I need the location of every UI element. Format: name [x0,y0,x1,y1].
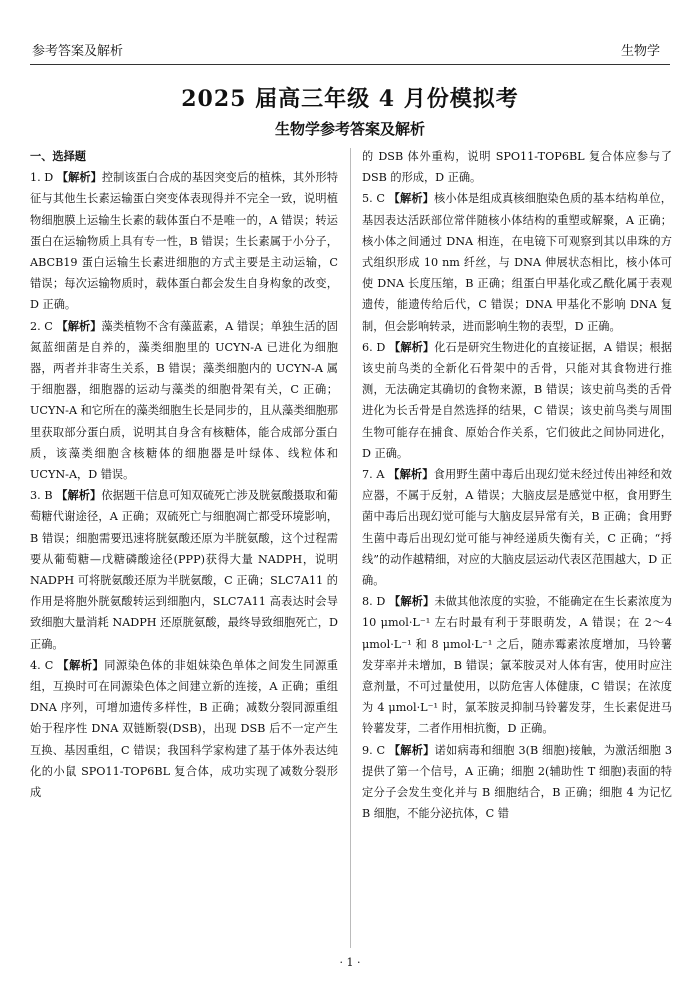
answer-item-1 [30,167,338,315]
header-rule [30,64,670,65]
column-divider [350,148,351,948]
answer-number: 4. C [30,658,54,672]
left-column [30,146,338,803]
answer-text: 核小体是组成真核细胞染色质的基本结构单位，基因表达活跃部位常伴随核小体结构的重塑或解聚，A 正确；核小体之间通过 DNA 相连，在电镜下可观察到其以串珠的方式组织形成 10 nm 纤丝，与 DNA 伸展状态相比，核小体可使 DNA 长度压缩，B 正确；组蛋白甲基化或乙酰化属于表观遗传，能遗传给后代，C 错误；DNA 甲基化不影响 DNA 复制，但会影响转录，进而影响生物的表型，D 正确。 [362,192,672,333]
answer-text: 控制该蛋白合成的基因突变后的植株，其外形特征与其他生长素运输蛋白突变体表现得并不完全一致，说明植物细胞膜上运输生长素的载体蛋白不是唯一的，A 错误；转运蛋白在运输物质上具有专一性，B 错误；生长素属于小分子，ABCB19 蛋白运输生长素进细胞的方式主要是主动运输，C 错误；每次运输物质时，载体蛋白都会发生自身构象的改变，D 正确。 [30,171,338,312]
header-left: 参考答案及解析 [32,44,124,59]
analysis-tag: 【解析】 [56,318,102,333]
analysis-tag: 【解析】 [388,742,435,757]
right-column [362,146,672,825]
analysis-tag: 【解析】 [57,657,105,672]
section-heading: 一、选择题 [30,149,86,163]
page-subtitle: 生物学参考答案及解析 [274,120,425,138]
answer-number: 1. D [30,171,54,185]
answer-item-9 [362,740,672,825]
analysis-tag: 【解析】 [388,191,435,206]
answer-text: 依据题干信息可知双硫死亡涉及胱氨酸摄取和葡萄糖代谢途径，A 正确；双硫死亡与细胞凋亡都受环境影响，B 错误；细胞需要迅速将胱氨酸还原为半胱氨酸，这个过程需要从葡萄糖—戊糖磷酸途径(PPP)获得大量 NADPH，说明 NADPH 可将胱氨酸还原为半胱氨酸，C 正确；SLC7A11 的作用是将胞外胱氨酸转运到细胞内，SLC7A11 高表达时会导致细胞大量消耗 NADPH 还原胱氨酸，最终导致细胞死亡，D 正确。 [30,489,338,651]
answer-number: 9. C [362,743,386,757]
page-title: 2025 届高三年级 4 月份模拟考 [181,86,519,112]
answer-item-6 [362,337,672,464]
analysis-tag: 【解析】 [389,339,435,354]
analysis-tag: 【解析】 [56,170,102,185]
analysis-tag: 【解析】 [389,594,435,609]
answer-text: 的 DSB 体外重构，说明 SPO11-TOP6BL 复合体应参与了 DSB 的形成，D 正确。 [362,150,672,185]
answer-text: 化石是研究生物进化的直接证据，A 错误；根据该史前鸟类的全新化石骨架中的舌骨，只能对其食物进行推测，无法确定其确切的食物来源，B 错误；该史前鸟类的舌骨进化为长舌骨是自然选择的结果，C 错误；该史前鸟类与周围生物可能存在捕食、原始合作关系，它们彼此之间协同进化，D 正确。 [362,340,673,460]
analysis-tag: 【解析】 [388,467,434,482]
page-number: · 1 · [339,956,361,969]
answer-text: 藻类植物不含有藻蓝素，A 错误；单独生活的固氮蓝细菌是自养的，藻类细胞里的 UCYN-A 已进化为细胞器，两者并非寄生关系，B 错误；藻类细胞内的 UCYN-A 属于细胞器，细胞器的运动与藻类的细胞骨架有关，C 正确；UCYN-A 和它所在的藻类细胞生长是同步的，且从藻类细胞那里获取部分蛋白质，说明其自身含有核糖体，能合成部分蛋白质，该藻类细胞含核糖体的细胞器是叶绿体、线粒体和 UCYN-A，D 错误。 [30,319,338,482]
answer-number: 2. C [30,319,53,333]
answer-number: 3. B [30,489,53,503]
answer-number: 7. A [362,468,385,482]
answer-item-4 [30,655,338,803]
answer-item-5 [362,188,672,336]
answer-text: 诺如病毒和细胞 3(B 细胞)接触，为激活细胞 3 提供了第一个信号，A 正确；细胞 2(辅助性 T 细胞)表面的特定分子会发生变化并与 B 细胞结合，B 正确；细胞 4 为记忆 B 细胞，不能分泌抗体，C 错 [362,743,672,821]
answer-item-3 [30,485,338,655]
answer-item-4-continued [362,146,672,188]
answer-item-2 [30,316,338,486]
analysis-tag: 【解析】 [56,488,102,503]
answer-text: 未做其他浓度的实验，不能确定在生长素浓度为 10 μmol·L⁻¹ 左右时最有利于芽眼萌发，A 错误；在 2～4 μmol·L⁻¹ 和 8 μmol·L⁻¹ 之后，随赤霉素浓度增加，马铃薯发芽率并未增加，B 错误；氯苯胺灵对人体有害，使用时应注意剂量，不可过量使用，以防危害人体健康，C 错误；在浓度为 4 μmol·L⁻¹ 时，氯苯胺灵抑制马铃薯发芽，生长素促进马铃薯发芽，二者作用相抗衡，D 正确。 [362,595,672,736]
answer-text: 同源染色体的非姐妹染色单体之间发生同源重组，互换时可在同源染色体之间建立新的连接，A 正确；重组 DNA 序列，可增加遗传多样性，B 正确；减数分裂同源重组始于程序性 DNA 双链断裂(DSB)，出现 DSB 后不一定产生互换、基因重组，C 错误；我国科学家构建了基于体外表达纯化的小鼠 SPO11-TOP6BL 复合体，成功实现了减数分裂形成 [30,658,338,800]
header-right: 生物学 [620,44,660,59]
answer-number: 8. D [362,595,386,609]
answer-text: 食用野生菌中毒后出现幻觉未经过传出神经和效应器，不属于反射，A 错误；大脑皮层是感觉中枢，食用野生菌中毒后出现幻觉可能与大脑皮层异常有关，B 正确；食用野生菌中毒后出现幻觉可能与神经递质失衡有关，C 正确；“捋线”的动作越精细，对应的大脑皮层运动代表区范围越大，D 正确。 [362,468,672,588]
answer-item-8 [362,591,672,739]
answer-item-7 [362,464,672,591]
answer-number: 5. C [362,192,385,206]
answer-number: 6. D [362,340,386,354]
